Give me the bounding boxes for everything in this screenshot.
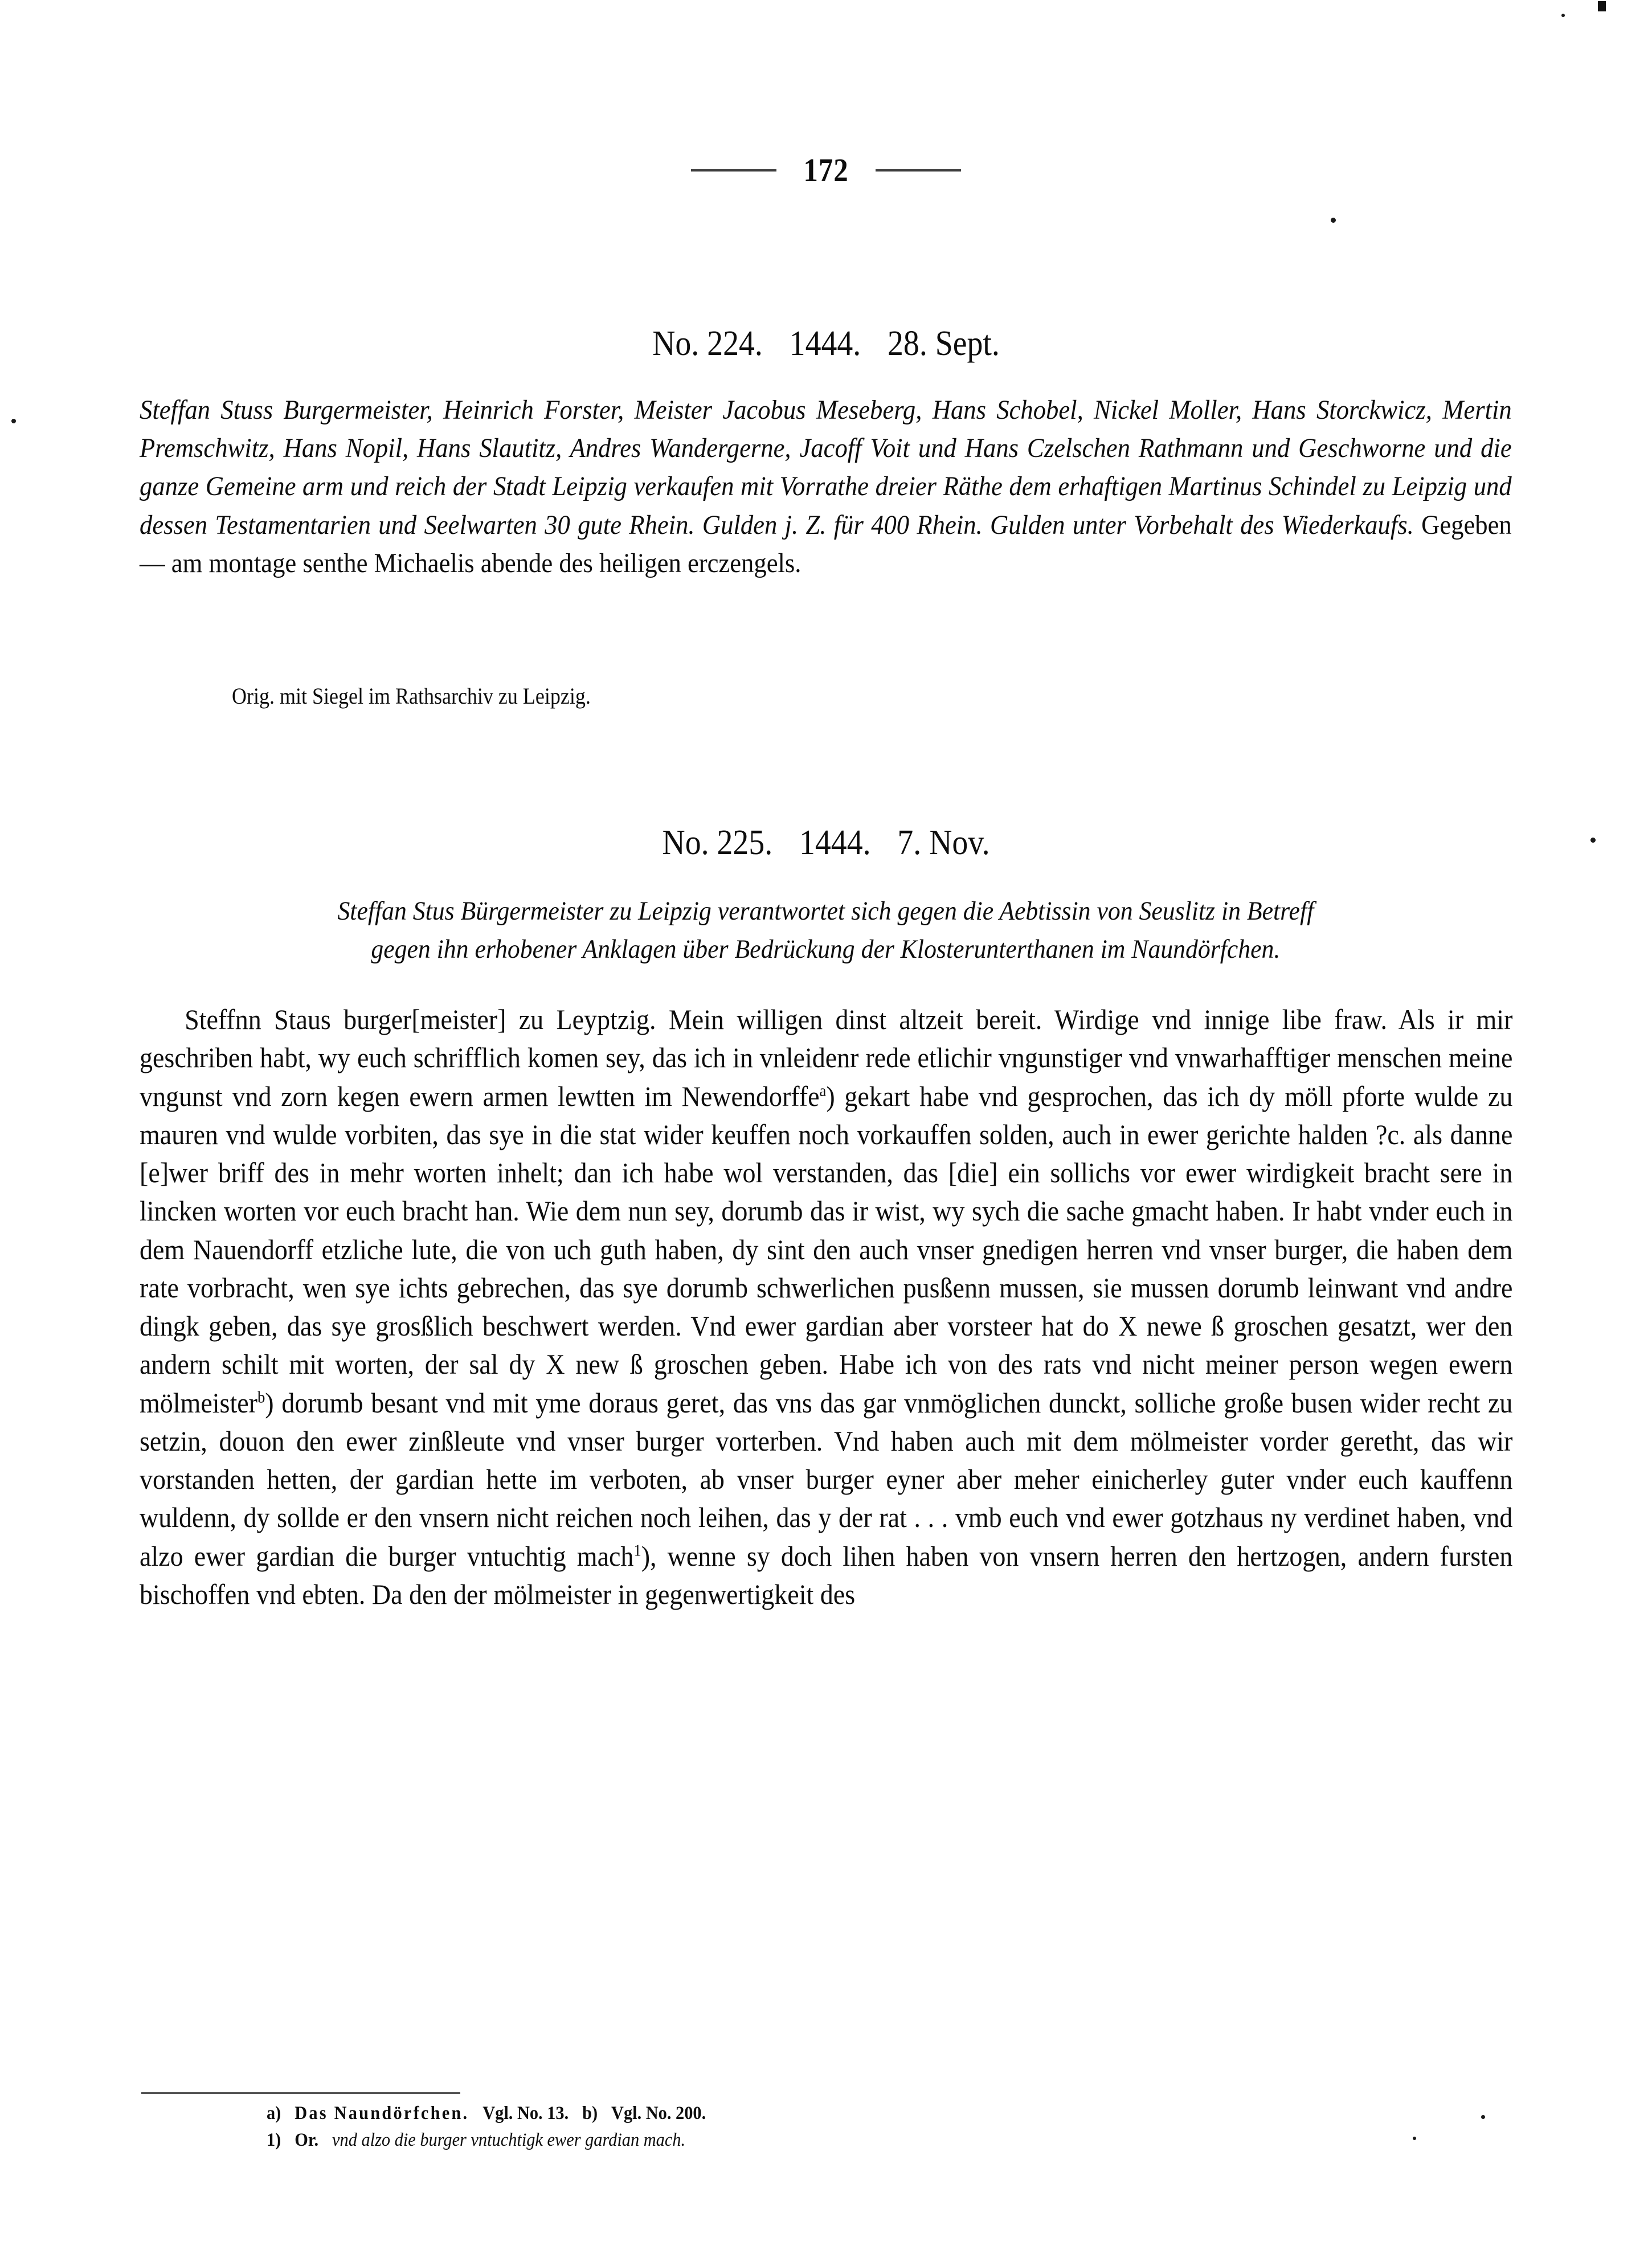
document-224-year: 1444. bbox=[789, 324, 861, 363]
footnote-1 bbox=[267, 2127, 1420, 2154]
document-225-regest-block bbox=[140, 892, 1512, 968]
scan-artifact-speck-2 bbox=[1331, 218, 1336, 223]
footnote-a bbox=[267, 2100, 1420, 2127]
scan-artifact-top-right bbox=[1598, 1, 1606, 11]
document-224-regest-roman: Gegeben — am montage senthe Michaelis abende des heiligen erczengels. bbox=[140, 509, 1512, 578]
document-224-regest-italic: Steffan Stuss Burgermeister, Heinrich Forster, Meister Jacobus Meseberg, Hans Schobel, Nickel Moller, Hans Storckwicz, Mertin Premschwitz, Hans Nopil, Hans Slautitz, Andres Wandergerne, Jacoff Voit und Hans Czelschen Rathmann und Geschworne und die ganze Gemeine arm und reich der Stadt Leipzig verkaufen mit Vorrathe dreier Räthe dem erhaftigen Martinus Schindel zu Leipzig und dessen Testamentarien und Seelwarten 30 gute Rhein. Gulden j. Z. für 400 Rhein. Gulden unter Vorbehalt des Wiederkaufs. bbox=[140, 395, 1512, 540]
footnote-a-marker: a) bbox=[267, 2103, 281, 2124]
footnote-marker-b: b bbox=[257, 1387, 265, 1406]
document-225-year: 1444. bbox=[799, 823, 871, 862]
document-224 bbox=[140, 324, 1512, 364]
document-224-heading bbox=[208, 324, 1444, 364]
footnote-1-marker: 1) bbox=[267, 2129, 281, 2150]
body-segment-2: ) gekart habe vnd gesprochen, das ich dy möll pforte wulde zu mauren vnd wulde vorbiten, das sye in die stat wider keuffen noch vorkauffen solden, auch in ewer gerichte halden ?c. als danne [e]wer briff des in mehr worten inhelt; dan ich habe wol verstanden, das [die] ein sollichs vor ewer wirdigkeit bracht sere in lincken worten vor euch bracht han. Wie dem nun sey, dorumb das ir wist, wy sych die sache gmacht haben. Ir habt vnder euch in dem Nauendorff etzliche lute, die von uch guth haben, dy sint den auch vnser gnedigen herren vnd vnser burger, die haben dem rate vorbracht, wen sye ichts gebrechen, das sye dorumb schwerlichen pusßenn mussen, sie mussen dorumb leinwant vnd andre dingk geben, das sye grosßlich beschwert werden. Vnd ewer gardian aber vorsteer hat do X newe ß groschen gesatzt, wer den andern schilt mit worten, der sal dy X new ß groschen geben. Habe ich von des rats vnd nicht meiner person wegen ewern mölmeister bbox=[140, 1080, 1513, 1419]
page-number: 172 bbox=[803, 152, 849, 189]
running-head-rule-left bbox=[691, 169, 776, 172]
scan-artifact-speck-1 bbox=[1561, 14, 1565, 17]
running-head bbox=[0, 154, 1652, 187]
footnote-1-text: vnd alzo die burger vntuchtigk ewer gardian mach. bbox=[332, 2129, 686, 2150]
body-segment-3: ) dorumb besant vnd mit yme doraus geret, das vns das gar vnmöglichen dunckt, solliche große busen wider recht zu setzin, douon den ewer zinßleute vnd vnser burger vorterben. Vnd haben auch mit dem mölmeister vorder geretht, das wir vorstanden hetten, der gardian hette im verboten, ab vnser burger eyner aber meher einicherley guter vnder euch kauffenn wuldenn, dy sollde er den vnsern nicht reichen noch leihen, das y der rat . . . vmb euch vnd ewer gotzhaus ny verdinet haben, vnd alzo ewer gardian die burger vntuchtig mach bbox=[140, 1386, 1513, 1572]
footnote-marker-a: a bbox=[819, 1081, 827, 1100]
document-225-date: 7. Nov. bbox=[897, 823, 990, 862]
footnote-a-reference: Vgl. No. 13. bbox=[482, 2103, 569, 2124]
document-225 bbox=[140, 823, 1512, 863]
footnote-marker-1: 1 bbox=[633, 1541, 641, 1559]
body-segment-4: ), wenne sy doch lihen haben von vnsern herren den hertzogen, andern fursten bischoffen vnd ebten. Da den der mölmeister in gegenwertigkeit des bbox=[140, 1540, 1513, 1610]
footnote-separator-rule bbox=[141, 2092, 460, 2094]
document-224-number: No. 224. bbox=[652, 324, 763, 363]
scan-artifact-speck-4 bbox=[1590, 838, 1596, 843]
document-225-regest-line-2: gegen ihn erhobener Anklagen über Bedrückung der Klosterunterthanen im Naundörfchen. bbox=[371, 934, 1281, 964]
document-224-regest-block bbox=[140, 391, 1512, 582]
document-225-heading bbox=[208, 823, 1444, 863]
document-225-regest-line-1: Steffan Stus Bürgermeister zu Leipzig verantwortet sich gegen die Aebtissin von Seuslitz in Betreff bbox=[337, 896, 1314, 926]
document-224-date: 28. Sept. bbox=[888, 324, 1000, 363]
document-225-body bbox=[140, 1001, 1512, 1614]
running-head-rule-right bbox=[876, 169, 961, 172]
document-224-source-block bbox=[140, 681, 1512, 711]
footnote-1-prefix: Or. bbox=[295, 2129, 319, 2150]
document-224-source-note: Orig. mit Siegel im Rathsarchiv zu Leipzig. bbox=[232, 683, 591, 709]
footnote-block bbox=[267, 2100, 1520, 2154]
document-225-body-block bbox=[140, 1001, 1512, 1614]
footnote-b-marker: b) bbox=[582, 2103, 598, 2124]
document-224-regest bbox=[140, 391, 1512, 582]
document-225-number: No. 225. bbox=[662, 823, 773, 862]
footnote-b-reference: Vgl. No. 200. bbox=[611, 2103, 706, 2124]
scan-artifact-speck-3 bbox=[11, 419, 16, 423]
body-segment-1: Steffnn Staus burger[meister] zu Leyptzig. Mein willigen dinst altzeit bereit. Wirdige vnd innige libe fraw. Als ir mir geschriben habt, wy euch schrifflich komen sey, das ich in vnleidenr rede etlichir vngunstiger vnd vnwarhafftiger menschen meine vngunst vnd zorn kegen ewern armen lewtten im Newendorffe bbox=[140, 1003, 1513, 1112]
footnote-a-lemma: Das Naundörfchen. bbox=[295, 2103, 469, 2124]
